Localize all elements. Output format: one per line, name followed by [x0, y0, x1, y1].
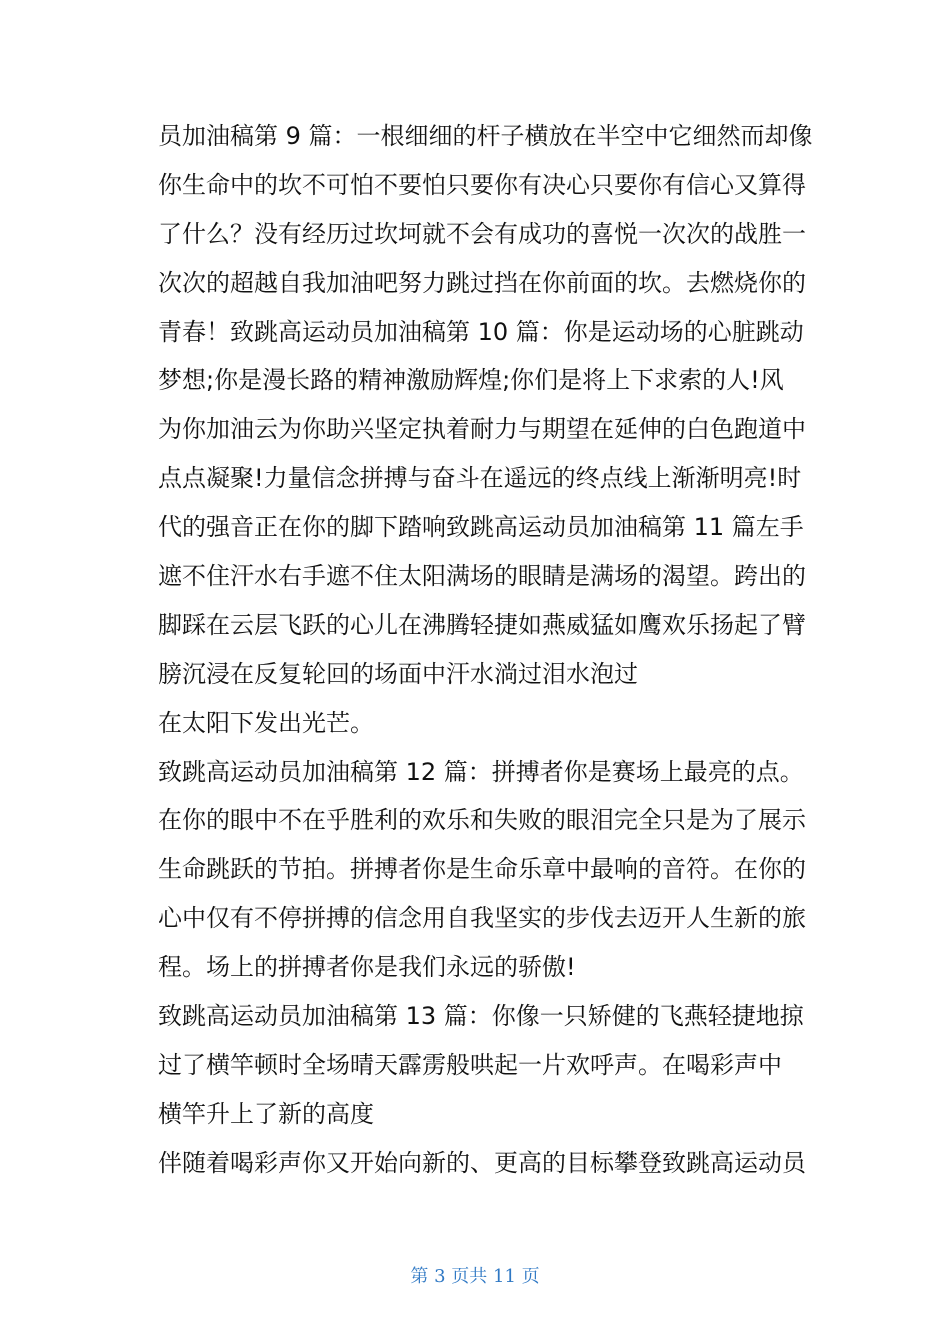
text-line: 程。场上的拼搏者你是我们永远的骄傲!	[158, 953, 576, 982]
text-line: 员加油稿第 9 篇：一根细细的杆子横放在半空中它细然而却像	[158, 122, 813, 150]
text-line: 青春！致跳高运动员加油稿第 10 篇：你是运动场的心脏跳动	[158, 317, 804, 346]
page-number-footer: 第 3 页共 11 页	[410, 1266, 540, 1287]
text-line: 你生命中的坎不可怕不要怕只要你有决心只要你有信心又算得	[158, 170, 806, 199]
text-line: 了什么？没有经历过坎坷就不会有成功的喜悦一次次的战胜一	[158, 219, 806, 248]
text-line: 点点凝聚!力量信念拼搏与奋斗在遥远的终点线上渐渐明亮!时	[158, 464, 802, 493]
text-line: 次次的超越自我加油吧努力跳过挡在你前面的坎。去燃烧你的	[158, 268, 806, 297]
text-line: 在太阳下发出光芒。	[158, 708, 374, 737]
text-line: 代的强音正在你的脚下踏响致跳高运动员加油稿第 11 篇左手	[158, 513, 804, 542]
text-line: 在你的眼中不在乎胜利的欢乐和失败的眼泪完全只是为了展示	[158, 806, 806, 835]
text-line: 遮不住汗水右手遮不住太阳满场的眼睛是满场的渴望。跨出的	[158, 562, 806, 591]
text-line: 脚踩在云层飞跃的心儿在沸腾轻捷如燕威猛如鹰欢乐扬起了臂	[158, 610, 806, 639]
text-line: 致跳高运动员加油稿第 13 篇：你像一只矫健的飞燕轻捷地掠	[158, 1002, 804, 1031]
text-line: 心中仅有不停拼搏的信念用自我坚实的步伐去迈开人生新的旅	[158, 904, 806, 933]
text-line: 伴随着喝彩声你又开始向新的、更高的目标攀登致跳高运动员	[158, 1148, 806, 1177]
text-line: 生命跳跃的节拍。拼搏者你是生命乐章中最响的音符。在你的	[158, 855, 806, 884]
text-line: 致跳高运动员加油稿第 12 篇：拼搏者你是赛场上最亮的点。	[158, 757, 804, 786]
text-line: 横竿升上了新的高度	[158, 1099, 374, 1128]
text-line: 过了横竿顿时全场晴天霹雳般哄起一片欢呼声。在喝彩声中	[158, 1050, 782, 1079]
body-text	[158, 112, 838, 1188]
text-line: 为你加油云为你助兴坚定执着耐力与期望在延伸的白色跑道中	[158, 415, 806, 444]
text-line: 梦想;你是漫长路的精神激励辉煌;你们是将上下求索的人!风	[158, 366, 784, 395]
text-line: 膀沉浸在反复轮回的场面中汗水淌过泪水泡过	[158, 659, 638, 688]
